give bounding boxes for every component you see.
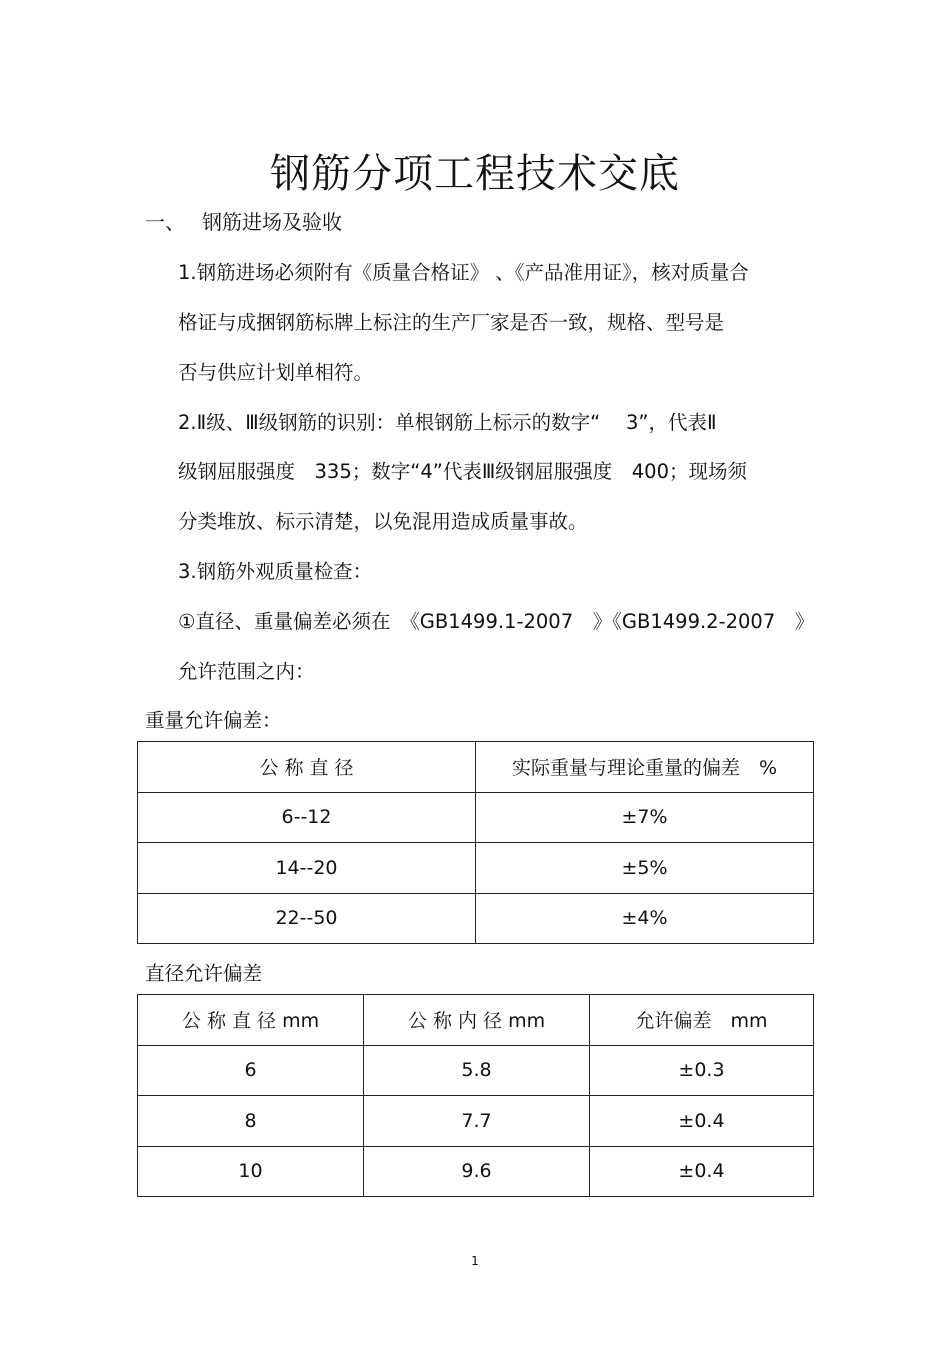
table-cell: ±5% [476,843,814,894]
table-header-row [138,742,814,793]
table-cell: 7.7 [364,1096,590,1147]
table-header-cell: 公 称 直 径 [138,742,476,793]
table-cell: ±4% [476,893,814,944]
body-line: 格证与成捆钢筋标牌上标注的生产厂家是否一致，规格、型号是 [178,311,725,334]
table-header-cell: 允许偏差 mm [590,995,814,1046]
body-line: 2.Ⅱ级、Ⅲ级钢筋的识别：单根钢筋上标示的数字“ 3”，代表Ⅱ [178,411,717,434]
section-label: 钢筋进场及验收 [202,210,342,234]
body-line: 分类堆放、标示清楚，以免混用造成质量事故。 [178,510,588,533]
body-line: 1.钢筋进场必须附有《质量合格证》 、《产品准用证》，核对质量合 [178,261,749,284]
table-cell: 14--20 [138,843,476,894]
table-cell: 10 [138,1146,364,1197]
diameter-tolerance-table [137,994,814,1197]
table-row [138,792,814,843]
section-heading [145,206,342,235]
table-cell: ±0.3 [590,1045,814,1096]
table-row [138,1045,814,1096]
table-header-row [138,995,814,1046]
body-line: 级钢屈服强度 335；数字“4”代表Ⅲ级钢屈服强度 400；现场须 [178,460,747,483]
table-header-cell: 实际重量与理论重量的偏差 % [476,742,814,793]
body-line: 3.钢筋外观质量检查： [178,560,373,583]
table-cell: ±7% [476,792,814,843]
table-row [138,843,814,894]
table-header-cell: 公 称 内 径 mm [364,995,590,1046]
body-line: ①直径、重量偏差必须在 《GB1499.1-2007 》《GB1499.2-2007 》 [178,610,815,633]
table-row [138,893,814,944]
table-cell: 6 [138,1045,364,1096]
section-number: 一、 [145,210,185,234]
table-row [138,1146,814,1197]
table2-caption: 直径允许偏差 [145,962,263,985]
table-cell: 6--12 [138,792,476,843]
table-cell: ±0.4 [590,1096,814,1147]
table-cell: 22--50 [138,893,476,944]
weight-tolerance-table [137,741,814,944]
table-cell: ±0.4 [590,1146,814,1197]
page-number: 1 [471,1254,479,1268]
body-line: 否与供应计划单相符。 [178,361,374,384]
table-cell: 9.6 [364,1146,590,1197]
table-row [138,1096,814,1147]
table1-caption: 重量允许偏差： [145,709,282,732]
document-title: 钢筋分项工程技术交底 [270,151,680,197]
table-header-cell: 公 称 直 径 mm [138,995,364,1046]
table-cell: 8 [138,1096,364,1147]
body-line: 允许范围之内： [178,660,315,683]
table-cell: 5.8 [364,1045,590,1096]
